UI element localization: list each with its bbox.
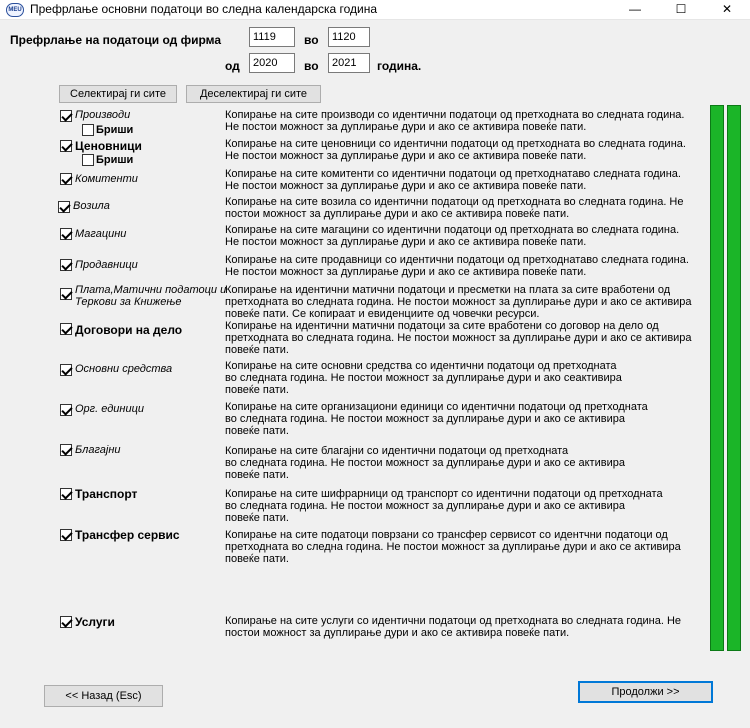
desc-transfer-line2: претходната во следна година. Не постои можност за дуплирање дури и ако се активира (225, 541, 681, 553)
vo-label-1: во (304, 33, 319, 47)
label-magacini: Магацини (75, 228, 127, 240)
desc-org-line3: повеќе пати. (225, 425, 289, 437)
checkbox-cenovnici[interactable] (60, 140, 72, 152)
od-label: од (225, 59, 240, 73)
checkbox-plata[interactable] (60, 288, 72, 300)
desc-komitenti: Копирање на сите комитенти со идентични податоци од претходнатаво следната година. Не постои можност за дуплирање дури и ако се активира повеќе пати. (225, 168, 681, 192)
desc-osnovni-line1: Копирање на сите основни средства со идентични податоци од претходната (225, 360, 617, 372)
label-transport: Транспорт (75, 487, 138, 501)
checkbox-proizvodi[interactable] (60, 110, 72, 122)
label-plata-line1: Плата,Матични податоци и (75, 284, 227, 296)
label-blagajni: Благајни (75, 444, 121, 456)
checkbox-uslugi[interactable] (60, 616, 72, 628)
window-title: Префрлање основни податоци во следна календарска година (30, 2, 378, 16)
desc-osnovni-line3: повеќе пати. (225, 384, 289, 396)
desc-proizvodi: Копирање на сите производи со идентични податоци од претходната во следната година. Не постои можност за дуплирање дури и ако се активира повеќе пати. (225, 109, 685, 133)
label-brishi-proizvodi: Бриши (96, 124, 134, 136)
label-dogovori: Договори на дело (75, 323, 183, 337)
desc-blagajni-line3: повеќе пати. (225, 469, 289, 481)
checkbox-org-edinici[interactable] (60, 404, 72, 416)
desc-prodavnici: Копирање на сите продавници со идентични податоци од претходнатаво следната година. Не постои можност за дуплирање дури и ако се активира повеќе пати. (225, 254, 689, 278)
desc-dogovori: Копирање на идентични матични податоци за сите вработени со договор на дело од претходната во следната година. Не постои можност за дуплирање дури и ако се активира повеќе пати. (225, 320, 692, 356)
desc-transport (225, 488, 695, 524)
desc-plata: Копирање на идентични матични податоци и пресметки на плата за сите вработени од претходната во следната година. Не постои можност за дуплирање дури и ако се активира повеќе пати. Се копираат и евиденциите од човечки ресурси. (225, 284, 692, 320)
desc-osnovni-sredstva (225, 360, 695, 396)
desc-transfer-servis (225, 529, 705, 565)
firm-label: Префрлање на податоци од фирма (10, 33, 222, 47)
minimize-icon[interactable]: — (629, 2, 641, 16)
label-org-edinici: Орг. единици (75, 403, 144, 415)
label-prodavnici: Продавници (75, 259, 138, 271)
desc-transport-line2: во следната година. Не постои можност за дуплирање дури и ако се активира (225, 500, 625, 512)
desc-cenovnici: Копирање на сите ценовници со идентични податоци од претходната во следната година. Не постои можност за дуплирање дури и ако се активира повеќе пати. (225, 138, 686, 162)
dialog-content (0, 20, 750, 728)
next-button[interactable]: Продолжи >> (578, 681, 713, 703)
desc-transport-line1: Копирање на сите шифрарници од транспорт со идентични податоци од претходната (225, 488, 663, 500)
desc-blagajni-line2: во следната година. Не постои можност за дуплирање дури и ако се активира (225, 457, 625, 469)
desc-transport-line3: повеќе пати. (225, 512, 289, 524)
progress-bar-right (727, 105, 741, 651)
desc-magacini: Копирање на сите магацини со идентични податоци од претходната во следната година. Не постои можност за дуплирање дури и ако се активира повеќе пати. (225, 224, 680, 248)
maximize-icon[interactable]: ☐ (675, 2, 687, 16)
desc-transfer-line3: повеќе пати. (225, 553, 289, 565)
firm-from-input[interactable]: 1119 (249, 27, 295, 47)
checkbox-blagajni[interactable] (60, 444, 72, 456)
desc-osnovni-line2: во следната година. Не постои можност за дуплирање дури и ако сеактивира (225, 372, 622, 384)
checkbox-brishi-proizvodi[interactable] (82, 124, 94, 136)
checkbox-brishi-cenovnici[interactable] (82, 154, 94, 166)
label-uslugi: Услуги (75, 615, 115, 629)
godina-label: година. (377, 59, 422, 73)
label-brishi-cenovnici: Бриши (96, 154, 134, 166)
label-plata (75, 284, 226, 308)
back-button[interactable]: << Назад (Esc) (44, 685, 163, 707)
label-proizvodi: Производи (75, 109, 131, 121)
close-icon[interactable]: ✕ (721, 2, 733, 16)
select-all-button[interactable]: Селектирај ги сите (59, 85, 177, 103)
label-plata-line2: Теркови за Книжење (75, 296, 182, 308)
label-osnovni-sredstva: Основни средства (75, 363, 173, 375)
checkbox-transfer-servis[interactable] (60, 529, 72, 541)
checkbox-vozila[interactable] (58, 201, 70, 213)
checkbox-komitenti[interactable] (60, 173, 72, 185)
label-cenovnici: Ценовници (75, 139, 142, 153)
year-to-input[interactable]: 2021 (328, 53, 370, 73)
deselect-all-button[interactable]: Деселектирај ги сите (186, 85, 321, 103)
progress-bar-left (710, 105, 724, 651)
checkbox-magacini[interactable] (60, 228, 72, 240)
year-from-input[interactable]: 2020 (249, 53, 295, 73)
desc-transfer-line1: Копирање на сите податоци поврзани со трансфер сервисот со идентчни податоци од (225, 529, 668, 541)
checkbox-transport[interactable] (60, 488, 72, 500)
app-icon: MEU (6, 3, 24, 17)
vo-label-2: во (304, 59, 319, 73)
firm-to-input[interactable]: 1120 (328, 27, 370, 47)
label-komitenti: Комитенти (75, 173, 138, 185)
desc-org-edinici (225, 401, 695, 437)
desc-org-line1: Копирање на сите организациони единици со идентични податоци од претходната (225, 401, 648, 413)
checkbox-prodavnici[interactable] (60, 259, 72, 271)
checkbox-dogovori[interactable] (60, 323, 72, 335)
label-transfer-servis: Трансфер сервис (75, 528, 180, 542)
label-vozila: Возила (73, 200, 110, 212)
desc-vozila: Копирање на сите возила со идентични податоци од претходната во следната година. Не постои можност за дуплирање дури и ако се активира повеќе пати. (225, 196, 684, 220)
desc-uslugi: Копирање на сите услуги со идентични податоци од претходната во следната година. Не постои можност за дуплирање дури и ако се активира повеќе пати. (225, 615, 682, 639)
checkbox-osnovni-sredstva[interactable] (60, 364, 72, 376)
title-bar (0, 0, 750, 20)
desc-blagajni (225, 445, 695, 481)
desc-org-line2: во следната година. Не постои можност за дуплирање дури и ако се активира (225, 413, 625, 425)
desc-blagajni-line1: Копирање на сите благајни со идентични податоци од претходната (225, 445, 569, 457)
